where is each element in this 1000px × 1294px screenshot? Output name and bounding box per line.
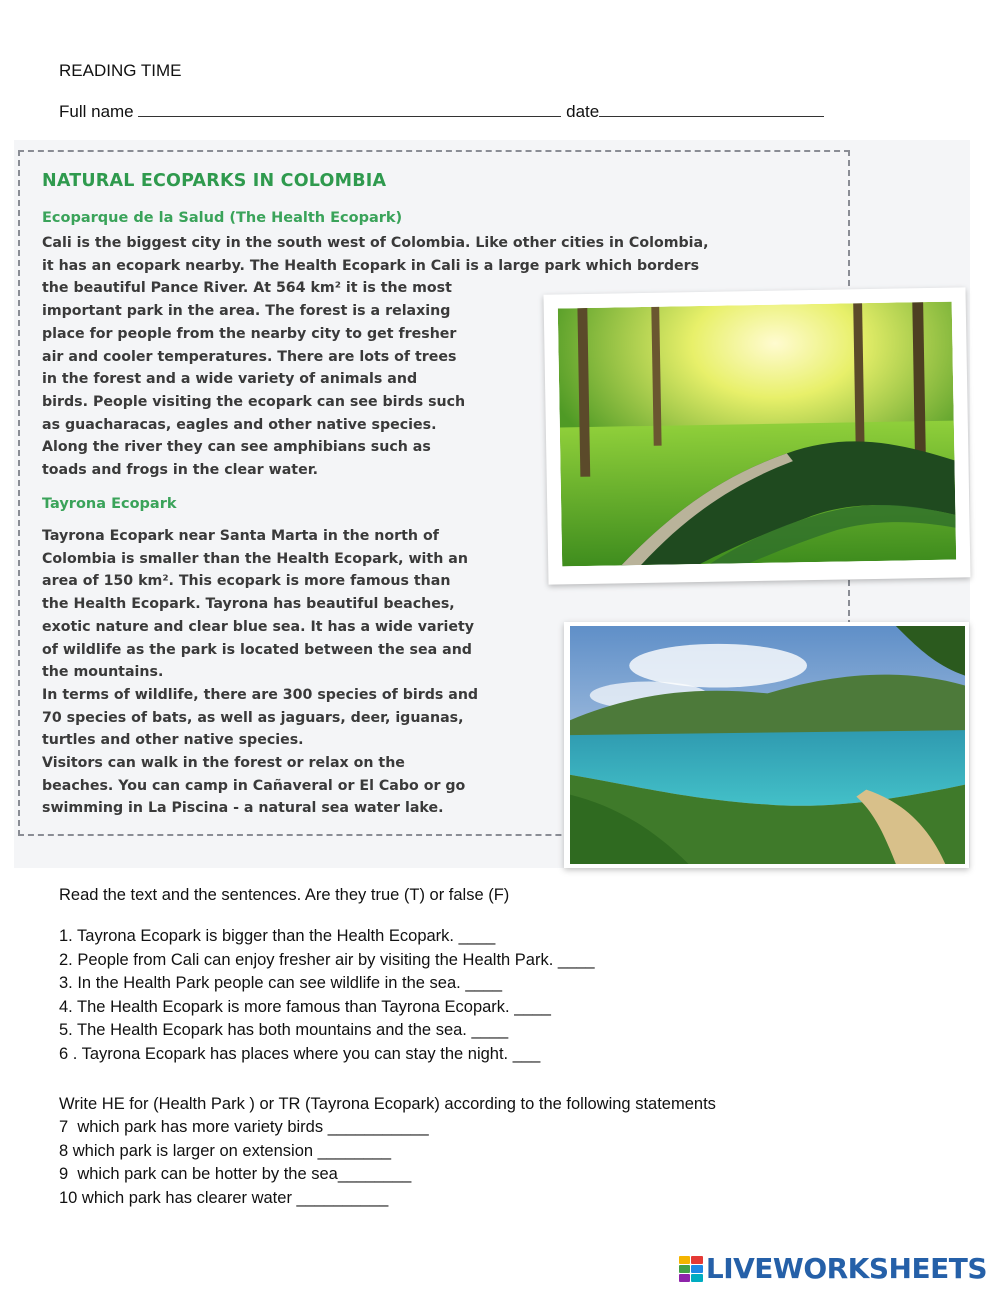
liveworksheets-logo: [679, 1252, 987, 1285]
question-item: 7 which park has more variety birds ___________: [59, 1118, 429, 1136]
question-item: 2. People from Cali can enjoy fresher air by visiting the Health Park. ____: [59, 950, 595, 969]
question-item: 3. In the Health Park people can see wildlife in the sea. ____: [59, 974, 503, 992]
question-item: 1. Tayrona Ecopark is bigger than the Health Ecopark. ____: [59, 927, 496, 945]
question-item: 9 which park can be hotter by the sea________: [59, 1165, 412, 1183]
question-item: 6 . Tayrona Ecopark has places where you can stay the night. ___: [59, 1044, 541, 1063]
text-line: exotic nature and clear blue sea. It has a wide variety: [42, 618, 475, 635]
logo-mark-icon: [679, 1256, 703, 1282]
text-line: it has an ecopark nearby. The Health Ecopark in Cali is a large park which borders: [42, 257, 700, 274]
logo-square: [679, 1274, 691, 1282]
logo-square: [679, 1256, 691, 1264]
text-line: birds. People visiting the ecopark can see birds such: [42, 393, 466, 410]
text-line: Along the river they can see amphibians such as: [42, 439, 431, 456]
tayrona-ecopark-heading: Tayrona Ecopark: [42, 496, 177, 512]
text-line: Tayrona Ecopark near Santa Marta in the north of: [42, 528, 439, 544]
logo-square: [691, 1265, 703, 1273]
text-line: In terms of wildlife, there are 300 species of birds and: [42, 686, 479, 703]
true-false-instruction: Read the text and the sentences. Are they true (T) or false (F): [59, 886, 510, 904]
logo-square: [679, 1265, 691, 1273]
tayrona-ecopark-text: [42, 525, 478, 820]
text-line: important park in the area. The forest is a relaxing: [42, 303, 451, 320]
card-title: NATURAL ECOPARKS IN COLOMBIA: [42, 171, 387, 191]
text-line: in the forest and a wide variety of animals and: [42, 371, 418, 388]
text-line: Colombia is smaller than the Health Ecopark, with an: [42, 550, 468, 567]
logo-square: [691, 1274, 703, 1282]
name-date-row: [59, 101, 824, 122]
logo-square: [691, 1256, 703, 1264]
he-tr-instruction: Write HE for (Health Park ) or TR (Tayrona Ecopark) according to the following statements: [59, 1095, 716, 1113]
text-line: 70 species of bats, as well as jaguars, deer, iguanas,: [42, 709, 464, 726]
full-name-field[interactable]: [138, 101, 561, 117]
text-line: the mountains.: [42, 664, 164, 681]
text-line: Cali is the biggest city in the south west of Colombia. Like other cities in Colombia,: [42, 235, 709, 251]
text-line: the Health Ecopark. Tayrona has beautiful beaches,: [42, 596, 455, 613]
he-tr-list: [59, 1116, 429, 1210]
true-false-list: [59, 925, 595, 1066]
text-line: of wildlife as the park is located between the sea and: [42, 641, 472, 658]
text-line: turtles and other native species.: [42, 732, 304, 749]
text-line: beaches. You can camp in Cañaveral or El Cabo or go: [42, 777, 466, 794]
date-label: date: [566, 102, 600, 121]
logo-text: LIVEWORKSHEETS: [705, 1252, 987, 1285]
full-name-label: Full name: [59, 102, 134, 121]
question-item: 5. The Health Ecopark has both mountains and the sea. ____: [59, 1021, 509, 1039]
worksheet-title: READING TIME: [59, 61, 182, 80]
text-line: the beautiful Pance River. At 564 km² it is the most: [42, 280, 452, 297]
text-line: swimming in La Piscina - a natural sea water lake.: [42, 800, 444, 817]
text-line: air and cooler temperatures. There are lots of trees: [42, 348, 457, 365]
health-ecopark-heading: Ecoparque de la Salud (The Health Ecopark): [42, 210, 403, 226]
question-item: 8 which park is larger on extension ________: [59, 1141, 392, 1160]
question-item: 10 which park has clearer water __________: [59, 1188, 389, 1207]
reading-card: [14, 140, 970, 868]
text-line: as guacharacas, eagles and other native species.: [42, 416, 437, 433]
forest-river-photo: [544, 287, 971, 584]
text-line: Visitors can walk in the forest or relax on the: [42, 755, 405, 772]
tayrona-beach-photo: [564, 622, 969, 868]
text-line: place for people from the nearby city to get fresher: [42, 325, 457, 342]
text-line: toads and frogs in the clear water.: [42, 462, 319, 479]
text-line: area of 150 km². This ecopark is more famous than: [42, 573, 451, 590]
date-field[interactable]: [599, 101, 824, 117]
question-item: 4. The Health Ecopark is more famous than Tayrona Ecopark. ____: [59, 997, 551, 1016]
